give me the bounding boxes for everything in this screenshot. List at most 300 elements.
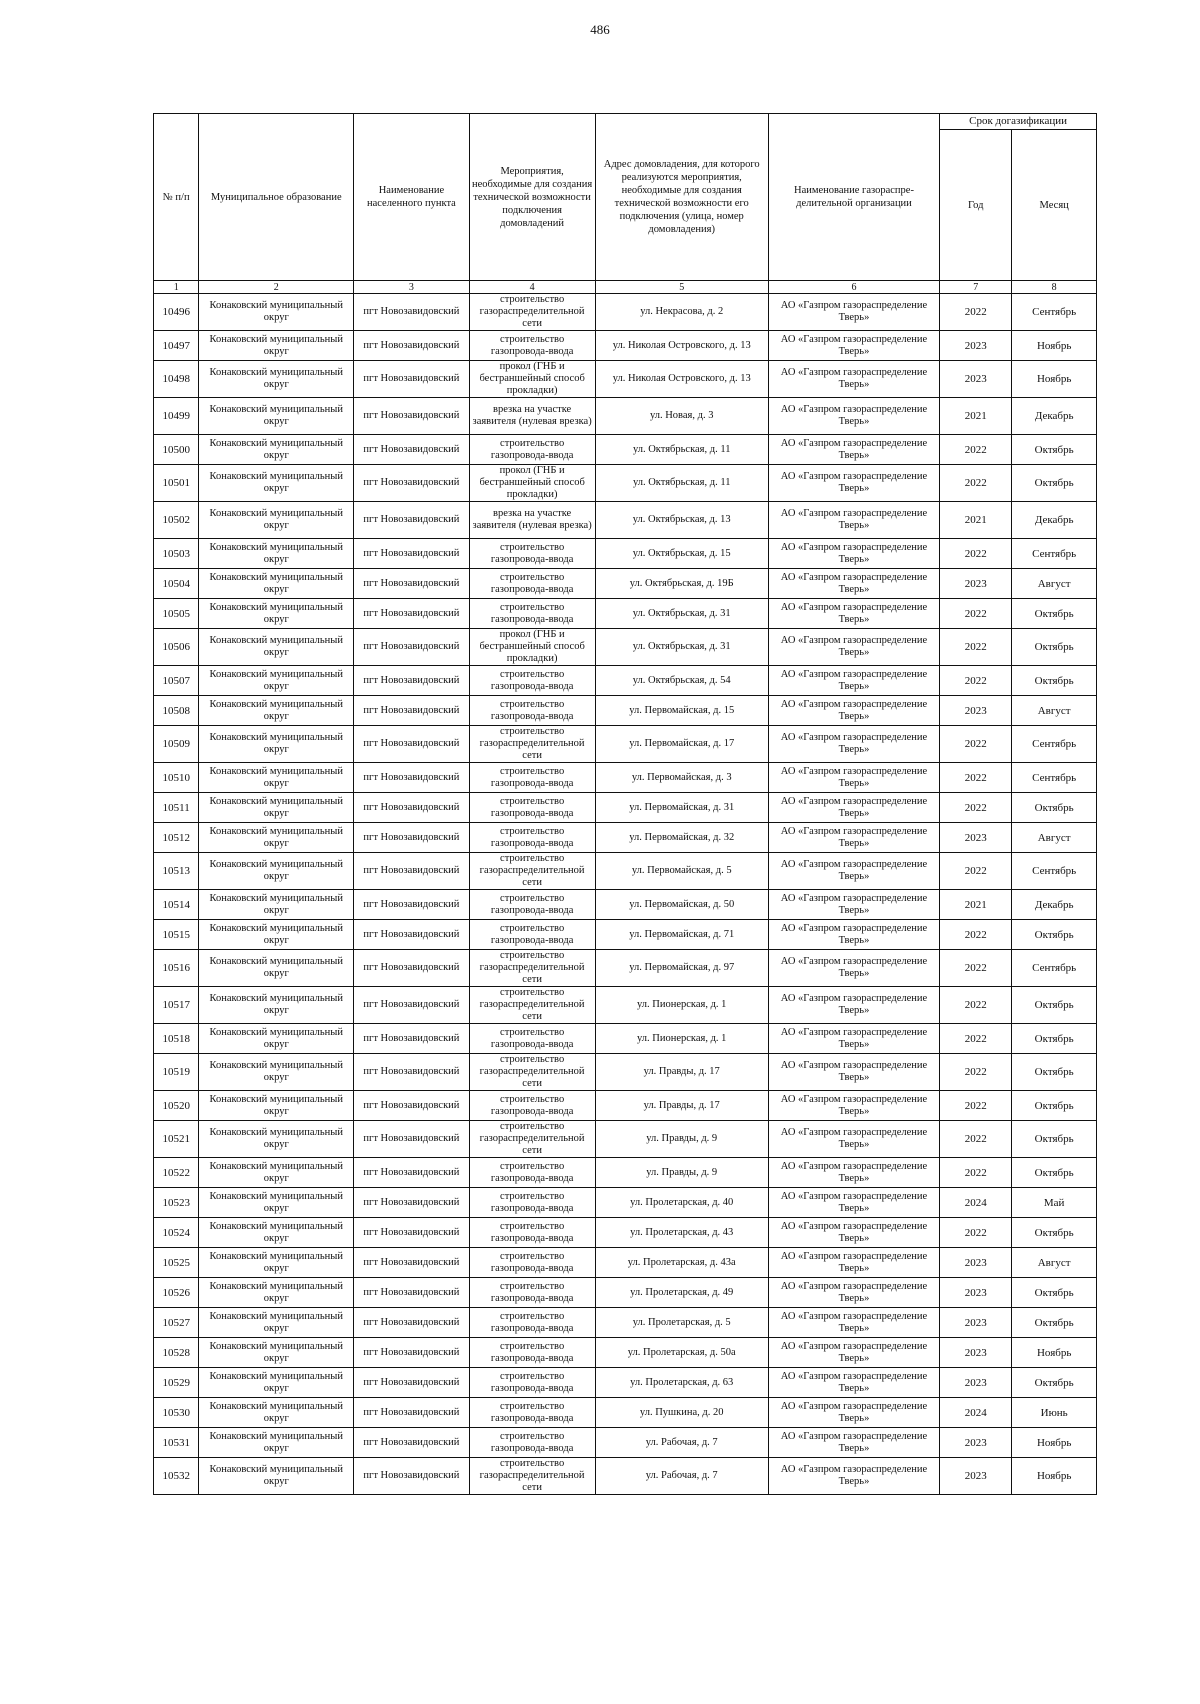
- measure-cell: строительство газораспределительной сети: [469, 1054, 595, 1091]
- measure-cell: строительство газопровода-ввода: [469, 793, 595, 823]
- header-year: Год: [940, 130, 1012, 281]
- month-cell: Октябрь: [1012, 987, 1097, 1024]
- municipality-cell: Конаковский муниципальный округ: [199, 629, 354, 666]
- address-cell: ул. Октябрьская, д. 15: [595, 539, 768, 569]
- month-cell: Октябрь: [1012, 1278, 1097, 1308]
- organization-cell: АО «Газпром газораспределение Тверь»: [768, 1188, 939, 1218]
- month-cell: Октябрь: [1012, 1091, 1097, 1121]
- organization-cell: АО «Газпром газораспределение Тверь»: [768, 853, 939, 890]
- table-row: [154, 331, 1097, 361]
- organization-cell: АО «Газпром газораспределение Тверь»: [768, 1054, 939, 1091]
- settlement-cell: пгт Новозавидовский: [354, 629, 470, 666]
- settlement-cell: пгт Новозавидовский: [354, 726, 470, 763]
- measure-cell: строительство газораспределительной сети: [469, 294, 595, 331]
- organization-cell: АО «Газпром газораспределение Тверь»: [768, 1428, 939, 1458]
- year-cell: 2022: [940, 539, 1012, 569]
- settlement-cell: пгт Новозавидовский: [354, 1428, 470, 1458]
- year-cell: 2023: [940, 1338, 1012, 1368]
- month-cell: Октябрь: [1012, 629, 1097, 666]
- table-row: [154, 502, 1097, 539]
- measure-cell: строительство газопровода-ввода: [469, 1091, 595, 1121]
- table-row: [154, 1368, 1097, 1398]
- row-number: 10518: [154, 1024, 199, 1054]
- measure-cell: строительство газопровода-ввода: [469, 1278, 595, 1308]
- settlement-cell: пгт Новозавидовский: [354, 1338, 470, 1368]
- municipality-cell: Конаковский муниципальный округ: [199, 1091, 354, 1121]
- table-row: [154, 920, 1097, 950]
- organization-cell: АО «Газпром газораспределение Тверь»: [768, 1248, 939, 1278]
- organization-cell: АО «Газпром газораспределение Тверь»: [768, 696, 939, 726]
- table-row: [154, 1278, 1097, 1308]
- address-cell: ул. Пролетарская, д. 49: [595, 1278, 768, 1308]
- settlement-cell: пгт Новозавидовский: [354, 569, 470, 599]
- row-number: 10505: [154, 599, 199, 629]
- month-cell: Сентябрь: [1012, 950, 1097, 987]
- row-number: 10512: [154, 823, 199, 853]
- municipality-cell: Конаковский муниципальный округ: [199, 793, 354, 823]
- year-cell: 2022: [940, 629, 1012, 666]
- measure-cell: строительство газораспределительной сети: [469, 853, 595, 890]
- municipality-cell: Конаковский муниципальный округ: [199, 331, 354, 361]
- row-number: 10524: [154, 1218, 199, 1248]
- settlement-cell: пгт Новозавидовский: [354, 853, 470, 890]
- row-number: 10506: [154, 629, 199, 666]
- municipality-cell: Конаковский муниципальный округ: [199, 763, 354, 793]
- table-row: [154, 435, 1097, 465]
- month-cell: Октябрь: [1012, 1368, 1097, 1398]
- page-number: 486: [590, 22, 610, 37]
- address-cell: ул. Пионерская, д. 1: [595, 1024, 768, 1054]
- table-row: [154, 569, 1097, 599]
- measure-cell: строительство газопровода-ввода: [469, 1308, 595, 1338]
- month-cell: Ноябрь: [1012, 1338, 1097, 1368]
- address-cell: ул. Октябрьская, д. 11: [595, 435, 768, 465]
- table-row: [154, 890, 1097, 920]
- year-cell: 2022: [940, 987, 1012, 1024]
- address-cell: ул. Пушкина, д. 20: [595, 1398, 768, 1428]
- settlement-cell: пгт Новозавидовский: [354, 1024, 470, 1054]
- measure-cell: строительство газопровода-ввода: [469, 1248, 595, 1278]
- row-number: 10527: [154, 1308, 199, 1338]
- row-number: 10516: [154, 950, 199, 987]
- month-cell: Октябрь: [1012, 1158, 1097, 1188]
- row-number: 10523: [154, 1188, 199, 1218]
- settlement-cell: пгт Новозавидовский: [354, 1121, 470, 1158]
- year-cell: 2023: [940, 1278, 1012, 1308]
- address-cell: ул. Первомайская, д. 50: [595, 890, 768, 920]
- month-cell: Декабрь: [1012, 398, 1097, 435]
- organization-cell: АО «Газпром газораспределение Тверь»: [768, 1091, 939, 1121]
- address-cell: ул. Октябрьская, д. 31: [595, 629, 768, 666]
- month-cell: Октябрь: [1012, 920, 1097, 950]
- column-number: 6: [768, 281, 939, 294]
- municipality-cell: Конаковский муниципальный округ: [199, 1248, 354, 1278]
- year-cell: 2022: [940, 1218, 1012, 1248]
- municipality-cell: Конаковский муниципальный округ: [199, 1278, 354, 1308]
- year-cell: 2022: [940, 1158, 1012, 1188]
- organization-cell: АО «Газпром газораспределение Тверь»: [768, 331, 939, 361]
- table-row: [154, 1248, 1097, 1278]
- month-cell: Октябрь: [1012, 435, 1097, 465]
- month-cell: Октябрь: [1012, 465, 1097, 502]
- organization-cell: АО «Газпром газораспределение Тверь»: [768, 502, 939, 539]
- table-row: [154, 823, 1097, 853]
- year-cell: 2022: [940, 294, 1012, 331]
- organization-cell: АО «Газпром газораспределение Тверь»: [768, 763, 939, 793]
- measure-cell: врезка на участке заявителя (нулевая врезка): [469, 398, 595, 435]
- settlement-cell: пгт Новозавидовский: [354, 465, 470, 502]
- table-row: [154, 1308, 1097, 1338]
- measure-cell: строительство газопровода-ввода: [469, 890, 595, 920]
- header-address: Адрес домовладения, для которого реализуются мероприятия, необходимые для создания технической возможности его подключения (улица, номер домовладения): [595, 114, 768, 281]
- column-number: 4: [469, 281, 595, 294]
- measure-cell: строительство газопровода-ввода: [469, 920, 595, 950]
- table-row: [154, 1338, 1097, 1368]
- address-cell: ул. Первомайская, д. 15: [595, 696, 768, 726]
- settlement-cell: пгт Новозавидовский: [354, 1248, 470, 1278]
- year-cell: 2022: [940, 920, 1012, 950]
- address-cell: ул. Первомайская, д. 32: [595, 823, 768, 853]
- month-cell: Сентябрь: [1012, 294, 1097, 331]
- measure-cell: строительство газопровода-ввода: [469, 331, 595, 361]
- year-cell: 2023: [940, 696, 1012, 726]
- header-settlement: Наименование населенного пункта: [354, 114, 470, 281]
- settlement-cell: пгт Новозавидовский: [354, 1218, 470, 1248]
- measure-cell: строительство газораспределительной сети: [469, 950, 595, 987]
- table-row: [154, 1398, 1097, 1428]
- organization-cell: АО «Газпром газораспределение Тверь»: [768, 1278, 939, 1308]
- table-row: [154, 1458, 1097, 1495]
- organization-cell: АО «Газпром газораспределение Тверь»: [768, 920, 939, 950]
- organization-cell: АО «Газпром газораспределение Тверь»: [768, 1158, 939, 1188]
- year-cell: 2022: [940, 599, 1012, 629]
- row-number: 10514: [154, 890, 199, 920]
- row-number: 10499: [154, 398, 199, 435]
- table-body: [154, 294, 1097, 1495]
- year-cell: 2022: [940, 1024, 1012, 1054]
- month-cell: Ноябрь: [1012, 1458, 1097, 1495]
- header-gdo: Наименование газораспре-делительной организации: [768, 114, 939, 281]
- settlement-cell: пгт Новозавидовский: [354, 435, 470, 465]
- measure-cell: строительство газопровода-ввода: [469, 539, 595, 569]
- measure-cell: строительство газопровода-ввода: [469, 1428, 595, 1458]
- address-cell: ул. Пролетарская, д. 40: [595, 1188, 768, 1218]
- row-number: 10528: [154, 1338, 199, 1368]
- settlement-cell: пгт Новозавидовский: [354, 539, 470, 569]
- address-cell: ул. Рабочая, д. 7: [595, 1428, 768, 1458]
- municipality-cell: Конаковский муниципальный округ: [199, 1398, 354, 1428]
- table-row: [154, 696, 1097, 726]
- address-cell: ул. Пионерская, д. 1: [595, 987, 768, 1024]
- municipality-cell: Конаковский муниципальный округ: [199, 987, 354, 1024]
- municipality-cell: Конаковский муниципальный округ: [199, 294, 354, 331]
- month-cell: Ноябрь: [1012, 1428, 1097, 1458]
- municipality-cell: Конаковский муниципальный округ: [199, 539, 354, 569]
- address-cell: ул. Первомайская, д. 17: [595, 726, 768, 763]
- settlement-cell: пгт Новозавидовский: [354, 1398, 470, 1428]
- organization-cell: АО «Газпром газораспределение Тверь»: [768, 1308, 939, 1338]
- year-cell: 2022: [940, 793, 1012, 823]
- month-cell: Декабрь: [1012, 502, 1097, 539]
- address-cell: ул. Октябрьская, д. 31: [595, 599, 768, 629]
- table-row: [154, 1158, 1097, 1188]
- measure-cell: строительство газопровода-ввода: [469, 599, 595, 629]
- table-row: [154, 539, 1097, 569]
- table-row: [154, 1054, 1097, 1091]
- year-cell: 2022: [940, 1091, 1012, 1121]
- table-row: [154, 398, 1097, 435]
- year-cell: 2022: [940, 1054, 1012, 1091]
- month-cell: Октябрь: [1012, 1054, 1097, 1091]
- row-number: 10522: [154, 1158, 199, 1188]
- organization-cell: АО «Газпром газораспределение Тверь»: [768, 465, 939, 502]
- row-number: 10526: [154, 1278, 199, 1308]
- municipality-cell: Конаковский муниципальный округ: [199, 890, 354, 920]
- column-number: 2: [199, 281, 354, 294]
- row-number: 10496: [154, 294, 199, 331]
- measure-cell: врезка на участке заявителя (нулевая врезка): [469, 502, 595, 539]
- settlement-cell: пгт Новозавидовский: [354, 793, 470, 823]
- address-cell: ул. Первомайская, д. 3: [595, 763, 768, 793]
- organization-cell: АО «Газпром газораспределение Тверь»: [768, 666, 939, 696]
- settlement-cell: пгт Новозавидовский: [354, 1368, 470, 1398]
- table-row: [154, 361, 1097, 398]
- row-number: 10530: [154, 1398, 199, 1428]
- municipality-cell: Конаковский муниципальный округ: [199, 1308, 354, 1338]
- address-cell: ул. Правды, д. 17: [595, 1091, 768, 1121]
- municipality-cell: Конаковский муниципальный округ: [199, 1121, 354, 1158]
- table-header: [154, 114, 1097, 294]
- row-number: 10517: [154, 987, 199, 1024]
- measure-cell: строительство газопровода-ввода: [469, 1158, 595, 1188]
- row-number: 10532: [154, 1458, 199, 1495]
- table-row: [154, 793, 1097, 823]
- organization-cell: АО «Газпром газораспределение Тверь»: [768, 361, 939, 398]
- year-cell: 2022: [940, 853, 1012, 890]
- settlement-cell: пгт Новозавидовский: [354, 1308, 470, 1338]
- organization-cell: АО «Газпром газораспределение Тверь»: [768, 629, 939, 666]
- organization-cell: АО «Газпром газораспределение Тверь»: [768, 890, 939, 920]
- year-cell: 2023: [940, 1428, 1012, 1458]
- settlement-cell: пгт Новозавидовский: [354, 920, 470, 950]
- organization-cell: АО «Газпром газораспределение Тверь»: [768, 1121, 939, 1158]
- address-cell: ул. Пролетарская, д. 5: [595, 1308, 768, 1338]
- year-cell: 2021: [940, 398, 1012, 435]
- measure-cell: строительство газопровода-ввода: [469, 763, 595, 793]
- measure-cell: строительство газопровода-ввода: [469, 569, 595, 599]
- municipality-cell: Конаковский муниципальный округ: [199, 726, 354, 763]
- address-cell: ул. Первомайская, д. 71: [595, 920, 768, 950]
- settlement-cell: пгт Новозавидовский: [354, 361, 470, 398]
- measure-cell: строительство газораспределительной сети: [469, 987, 595, 1024]
- settlement-cell: пгт Новозавидовский: [354, 950, 470, 987]
- address-cell: ул. Пролетарская, д. 50а: [595, 1338, 768, 1368]
- municipality-cell: Конаковский муниципальный округ: [199, 435, 354, 465]
- table-row: [154, 950, 1097, 987]
- year-cell: 2022: [940, 763, 1012, 793]
- year-cell: 2023: [940, 1368, 1012, 1398]
- address-cell: ул. Первомайская, д. 5: [595, 853, 768, 890]
- row-number: 10498: [154, 361, 199, 398]
- table-row: [154, 1121, 1097, 1158]
- organization-cell: АО «Газпром газораспределение Тверь»: [768, 823, 939, 853]
- month-cell: Октябрь: [1012, 1121, 1097, 1158]
- year-cell: 2022: [940, 726, 1012, 763]
- month-cell: Май: [1012, 1188, 1097, 1218]
- month-cell: Август: [1012, 823, 1097, 853]
- measure-cell: строительство газопровода-ввода: [469, 1368, 595, 1398]
- header-measures: Мероприятия, необходимые для создания технической возможности подключения домовладений: [469, 114, 595, 281]
- row-number: 10501: [154, 465, 199, 502]
- table-row: [154, 629, 1097, 666]
- row-number: 10519: [154, 1054, 199, 1091]
- table-row: [154, 1188, 1097, 1218]
- settlement-cell: пгт Новозавидовский: [354, 1158, 470, 1188]
- header-month: Месяц: [1012, 130, 1097, 281]
- municipality-cell: Конаковский муниципальный округ: [199, 950, 354, 987]
- row-number: 10525: [154, 1248, 199, 1278]
- municipality-cell: Конаковский муниципальный округ: [199, 569, 354, 599]
- organization-cell: АО «Газпром газораспределение Тверь»: [768, 1218, 939, 1248]
- settlement-cell: пгт Новозавидовский: [354, 1091, 470, 1121]
- row-number: 10507: [154, 666, 199, 696]
- table-row: [154, 1024, 1097, 1054]
- organization-cell: АО «Газпром газораспределение Тверь»: [768, 950, 939, 987]
- settlement-cell: пгт Новозавидовский: [354, 890, 470, 920]
- table-row: [154, 1091, 1097, 1121]
- row-number: 10511: [154, 793, 199, 823]
- year-cell: 2024: [940, 1188, 1012, 1218]
- month-cell: Август: [1012, 1248, 1097, 1278]
- organization-cell: АО «Газпром газораспределение Тверь»: [768, 599, 939, 629]
- municipality-cell: Конаковский муниципальный округ: [199, 920, 354, 950]
- column-number: 8: [1012, 281, 1097, 294]
- address-cell: ул. Правды, д. 17: [595, 1054, 768, 1091]
- measure-cell: строительство газопровода-ввода: [469, 696, 595, 726]
- gasification-table: [153, 113, 1097, 1495]
- month-cell: Октябрь: [1012, 599, 1097, 629]
- month-cell: Октябрь: [1012, 1218, 1097, 1248]
- year-cell: 2021: [940, 890, 1012, 920]
- municipality-cell: Конаковский муниципальный округ: [199, 696, 354, 726]
- year-cell: 2022: [940, 435, 1012, 465]
- measure-cell: прокол (ГНБ и бестраншейный способ прокладки): [469, 629, 595, 666]
- municipality-cell: Конаковский муниципальный округ: [199, 1054, 354, 1091]
- column-number: 7: [940, 281, 1012, 294]
- settlement-cell: пгт Новозавидовский: [354, 294, 470, 331]
- municipality-cell: Конаковский муниципальный округ: [199, 1368, 354, 1398]
- month-cell: Ноябрь: [1012, 331, 1097, 361]
- month-cell: Август: [1012, 569, 1097, 599]
- header-period: Срок догазификации: [940, 114, 1097, 130]
- measure-cell: строительство газопровода-ввода: [469, 435, 595, 465]
- settlement-cell: пгт Новозавидовский: [354, 823, 470, 853]
- column-number: 3: [354, 281, 470, 294]
- measure-cell: строительство газораспределительной сети: [469, 1121, 595, 1158]
- municipality-cell: Конаковский муниципальный округ: [199, 1338, 354, 1368]
- measure-cell: строительство газораспределительной сети: [469, 726, 595, 763]
- municipality-cell: Конаковский муниципальный округ: [199, 361, 354, 398]
- year-cell: 2022: [940, 950, 1012, 987]
- month-cell: Октябрь: [1012, 666, 1097, 696]
- municipality-cell: Конаковский муниципальный округ: [199, 853, 354, 890]
- table-row: [154, 853, 1097, 890]
- address-cell: ул. Первомайская, д. 31: [595, 793, 768, 823]
- table-row: [154, 763, 1097, 793]
- year-cell: 2023: [940, 1308, 1012, 1338]
- measure-cell: строительство газопровода-ввода: [469, 1188, 595, 1218]
- table-row: [154, 1218, 1097, 1248]
- month-cell: Сентябрь: [1012, 726, 1097, 763]
- row-number: 10515: [154, 920, 199, 950]
- table-row: [154, 294, 1097, 331]
- settlement-cell: пгт Новозавидовский: [354, 666, 470, 696]
- address-cell: ул. Новая, д. 3: [595, 398, 768, 435]
- municipality-cell: Конаковский муниципальный округ: [199, 1188, 354, 1218]
- row-number: 10508: [154, 696, 199, 726]
- address-cell: ул. Пролетарская, д. 43: [595, 1218, 768, 1248]
- year-cell: 2023: [940, 823, 1012, 853]
- year-cell: 2023: [940, 569, 1012, 599]
- settlement-cell: пгт Новозавидовский: [354, 763, 470, 793]
- municipality-cell: Конаковский муниципальный округ: [199, 823, 354, 853]
- municipality-cell: Конаковский муниципальный округ: [199, 465, 354, 502]
- table-row: [154, 1428, 1097, 1458]
- settlement-cell: пгт Новозавидовский: [354, 696, 470, 726]
- address-cell: ул. Николая Островского, д. 13: [595, 331, 768, 361]
- year-cell: 2021: [940, 502, 1012, 539]
- measure-cell: прокол (ГНБ и бестраншейный способ прокладки): [469, 361, 595, 398]
- row-number: 10513: [154, 853, 199, 890]
- municipality-cell: Конаковский муниципальный округ: [199, 398, 354, 435]
- row-number: 10531: [154, 1428, 199, 1458]
- month-cell: Октябрь: [1012, 1308, 1097, 1338]
- header-num: № п/п: [154, 114, 199, 281]
- address-cell: ул. Правды, д. 9: [595, 1158, 768, 1188]
- row-number: 10502: [154, 502, 199, 539]
- measure-cell: строительство газопровода-ввода: [469, 1024, 595, 1054]
- row-number: 10504: [154, 569, 199, 599]
- address-cell: ул. Октябрьская, д. 54: [595, 666, 768, 696]
- month-cell: Октябрь: [1012, 793, 1097, 823]
- organization-cell: АО «Газпром газораспределение Тверь»: [768, 398, 939, 435]
- address-cell: ул. Николая Островского, д. 13: [595, 361, 768, 398]
- year-cell: 2023: [940, 1248, 1012, 1278]
- organization-cell: АО «Газпром газораспределение Тверь»: [768, 1458, 939, 1495]
- municipality-cell: Конаковский муниципальный округ: [199, 1158, 354, 1188]
- address-cell: ул. Пролетарская, д. 63: [595, 1368, 768, 1398]
- table-row: [154, 987, 1097, 1024]
- year-cell: 2022: [940, 465, 1012, 502]
- municipality-cell: Конаковский муниципальный округ: [199, 1218, 354, 1248]
- settlement-cell: пгт Новозавидовский: [354, 1054, 470, 1091]
- row-number: 10503: [154, 539, 199, 569]
- municipality-cell: Конаковский муниципальный округ: [199, 1458, 354, 1495]
- organization-cell: АО «Газпром газораспределение Тверь»: [768, 569, 939, 599]
- table-row: [154, 465, 1097, 502]
- settlement-cell: пгт Новозавидовский: [354, 331, 470, 361]
- settlement-cell: пгт Новозавидовский: [354, 502, 470, 539]
- settlement-cell: пгт Новозавидовский: [354, 1188, 470, 1218]
- header-municipality: Муниципальное образование: [199, 114, 354, 281]
- month-cell: Август: [1012, 696, 1097, 726]
- organization-cell: АО «Газпром газораспределение Тверь»: [768, 294, 939, 331]
- measure-cell: строительство газопровода-ввода: [469, 1218, 595, 1248]
- settlement-cell: пгт Новозавидовский: [354, 1278, 470, 1308]
- month-cell: Ноябрь: [1012, 361, 1097, 398]
- address-cell: ул. Пролетарская, д. 43а: [595, 1248, 768, 1278]
- address-cell: ул. Октябрьская, д. 19Б: [595, 569, 768, 599]
